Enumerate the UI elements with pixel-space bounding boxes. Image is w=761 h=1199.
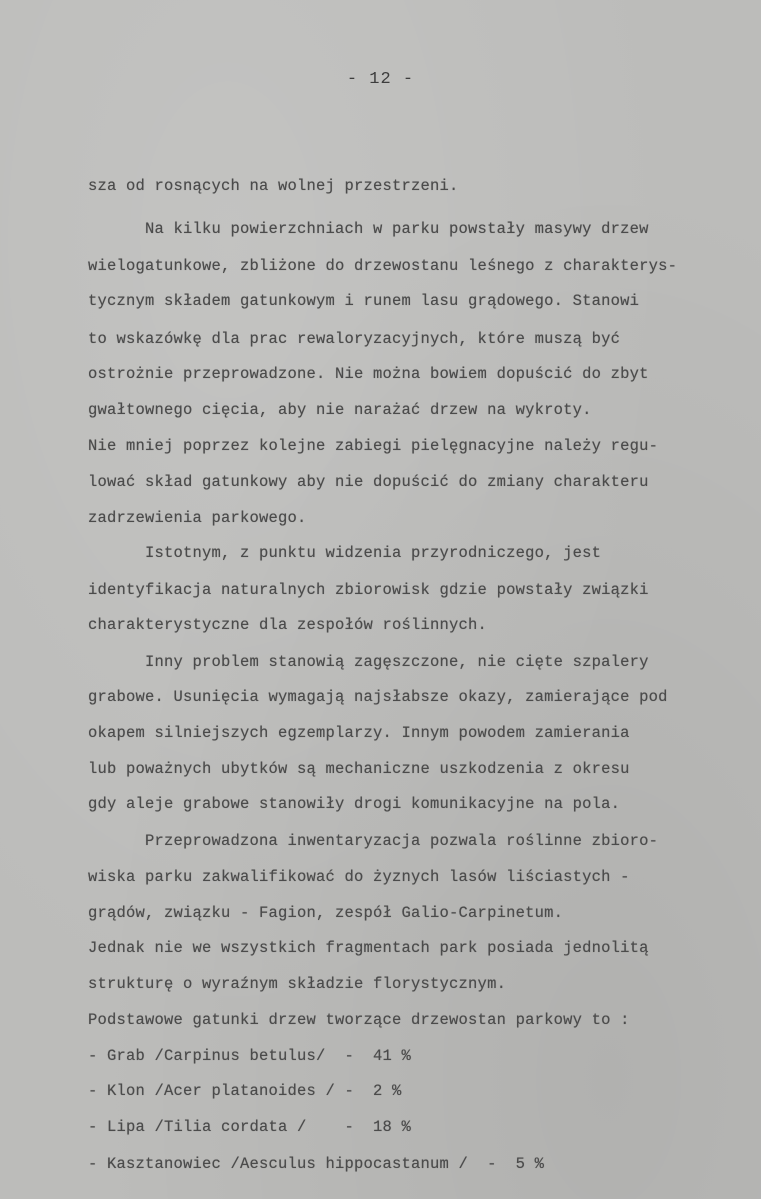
text-line: Istotnym, z punktu widzenia przyrodniczego, jest (88, 544, 602, 562)
text-line: charakterystyczne dla zespołów roślinnych. (88, 616, 488, 634)
text-line: wielogatunkowe, zbliżone do drzewostanu leśnego z charakterys- (88, 257, 678, 275)
text-line: gwałtownego cięcia, aby nie narażać drzew na wykroty. (88, 401, 592, 419)
text-line: Na kilku powierzchniach w parku powstały masywy drzew (88, 220, 649, 238)
text-line: sza od rosnących na wolnej przestrzeni. (88, 177, 459, 195)
text-line: okapem silniejszych egzemplarzy. Innym powodem zamierania (88, 724, 630, 742)
text-line: grabowe. Usunięcia wymagają najsłabsze okazy, zamierające pod (88, 688, 668, 706)
list-item: - Lipa /Tilia cordata / - 18 % (88, 1118, 412, 1136)
list-item: - Kasztanowiec /Aesculus hippocastanum / - 5 % (88, 1155, 545, 1173)
text-line: lub poważnych ubytków są mechaniczne uszkodzenia z okresu (88, 760, 630, 778)
list-item: - Klon /Acer platanoides / - 2 % (88, 1082, 402, 1100)
text-line: zadrzewienia parkowego. (88, 509, 307, 527)
text-line: Inny problem stanowią zagęszczone, nie cięte szpalery (88, 653, 649, 671)
text-line: tycznym składem gatunkowym i runem lasu grądowego. Stanowi (88, 292, 640, 310)
list-item: - Grab /Carpinus betulus/ - 41 % (88, 1047, 412, 1065)
page-number: - 12 - (346, 70, 415, 89)
text-line: to wskazówkę dla prac rewaloryzacyjnych, które muszą być (88, 330, 621, 348)
text-line: lować skład gatunkowy aby nie dopuścić do zmiany charakteru (88, 473, 649, 491)
text-line: Jednak nie we wszystkich fragmentach park posiada jednolitą (88, 939, 649, 957)
text-line: grądów, związku - Fagion, zespół Galio-Carpinetum. (88, 904, 564, 922)
text-line: gdy aleje grabowe stanowiły drogi komunikacyjne na pola. (88, 795, 621, 813)
text-line: Przeprowadzona inwentaryzacja pozwala roślinne zbioro- (88, 832, 659, 850)
text-line: wiska parku zakwalifikować do żyznych lasów liściastych - (88, 868, 630, 886)
text-line: identyfikacja naturalnych zbiorowisk gdzie powstały związki (88, 581, 649, 599)
text-line: Nie mniej poprzez kolejne zabiegi pielęgnacyjne należy regu- (88, 437, 659, 455)
text-line: Podstawowe gatunki drzew tworzące drzewostan parkowy to : (88, 1011, 630, 1029)
text-line: strukturę o wyraźnym składzie florystycznym. (88, 975, 507, 993)
text-line: ostrożnie przeprowadzone. Nie można bowiem dopuścić do zbyt (88, 365, 649, 383)
